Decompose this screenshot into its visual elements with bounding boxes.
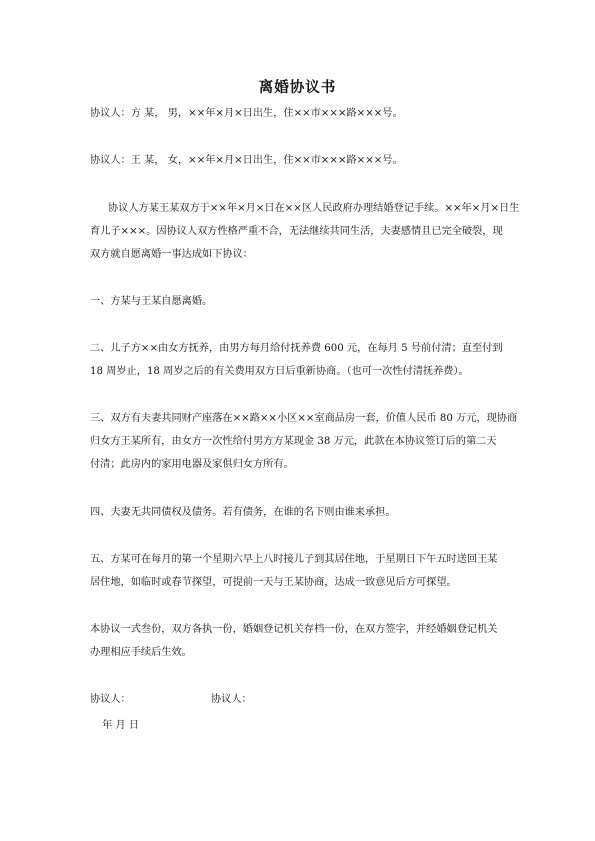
party-line-2: 协议人：王 某， 女，××年×月×日出生，住××市×××路×××号。 [90, 155, 403, 166]
clause-5-line-1: 五、方某可在每月的第一个星期六早上八时接儿子到其居住地，于星期日下午五时送回王某 [90, 554, 498, 565]
document-title: 离婚协议书 [258, 79, 337, 96]
clause-2-line-1: 二、儿子方××由女方抚养，由男方每月给付抚养费 600 元，在每月 5 号前付清；直至付到 [90, 343, 503, 354]
closing-line-1: 本协议一式叁份，双方各执一份，婚姻登记机关存档一份，在双方签字，并经婚姻登记机关 [90, 624, 498, 635]
clause-2-line-2: 18 周岁止，18 周岁之后的有关费用双方日后重新协商。（也可一次性付清抚养费）。 [90, 366, 469, 377]
clause-4-line-1: 四、夫妻无共同债权及债务。若有债务，在谁的名下则由谁来承担。 [90, 507, 396, 518]
intro-line-3: 双方就自愿离婚一事达成如下协议： [90, 249, 253, 260]
clause-5-line-2: 居住地，如临时或春节探望，可提前一天与王某协商，达成一致意见后方可探望。 [90, 577, 457, 588]
signature-date: 年 月 日 [102, 720, 140, 731]
clause-3-line-3: 付清；此房内的家用电器及家俱归女方所有。 [90, 459, 294, 470]
intro-line-2: 育儿子×××。因协议人双方性格严重不合，无法继续共同生活，夫妻感情且已完全破裂，现 [90, 226, 503, 237]
signature-row [90, 690, 252, 705]
signature-party-1-label: 协议人： [90, 694, 131, 705]
intro-line-1: 协议人方某王某双方于××年×月×日在××区人民政府办理结婚登记手续。××年×月×日生 [108, 203, 520, 214]
clause-3-line-2: 归女方王某所有，由女方一次性给付男方方某现金 38 万元，此款在本协议签订后的第二天 [90, 436, 497, 447]
signature-party-2-label: 协议人： [211, 694, 252, 705]
clause-3-line-1: 三、双方有夫妻共同财产座落在××路××小区××室商品房一套，价值人民币 80 万元，现协商 [90, 413, 518, 424]
clause-1-line-1: 一、方某与王某自愿离婚。 [90, 296, 213, 307]
party-line-1: 协议人：方 某， 男，××年×月×日出生，住××市×××路×××号。 [90, 108, 403, 119]
closing-line-2: 办理相应手续后生效。 [90, 647, 192, 658]
